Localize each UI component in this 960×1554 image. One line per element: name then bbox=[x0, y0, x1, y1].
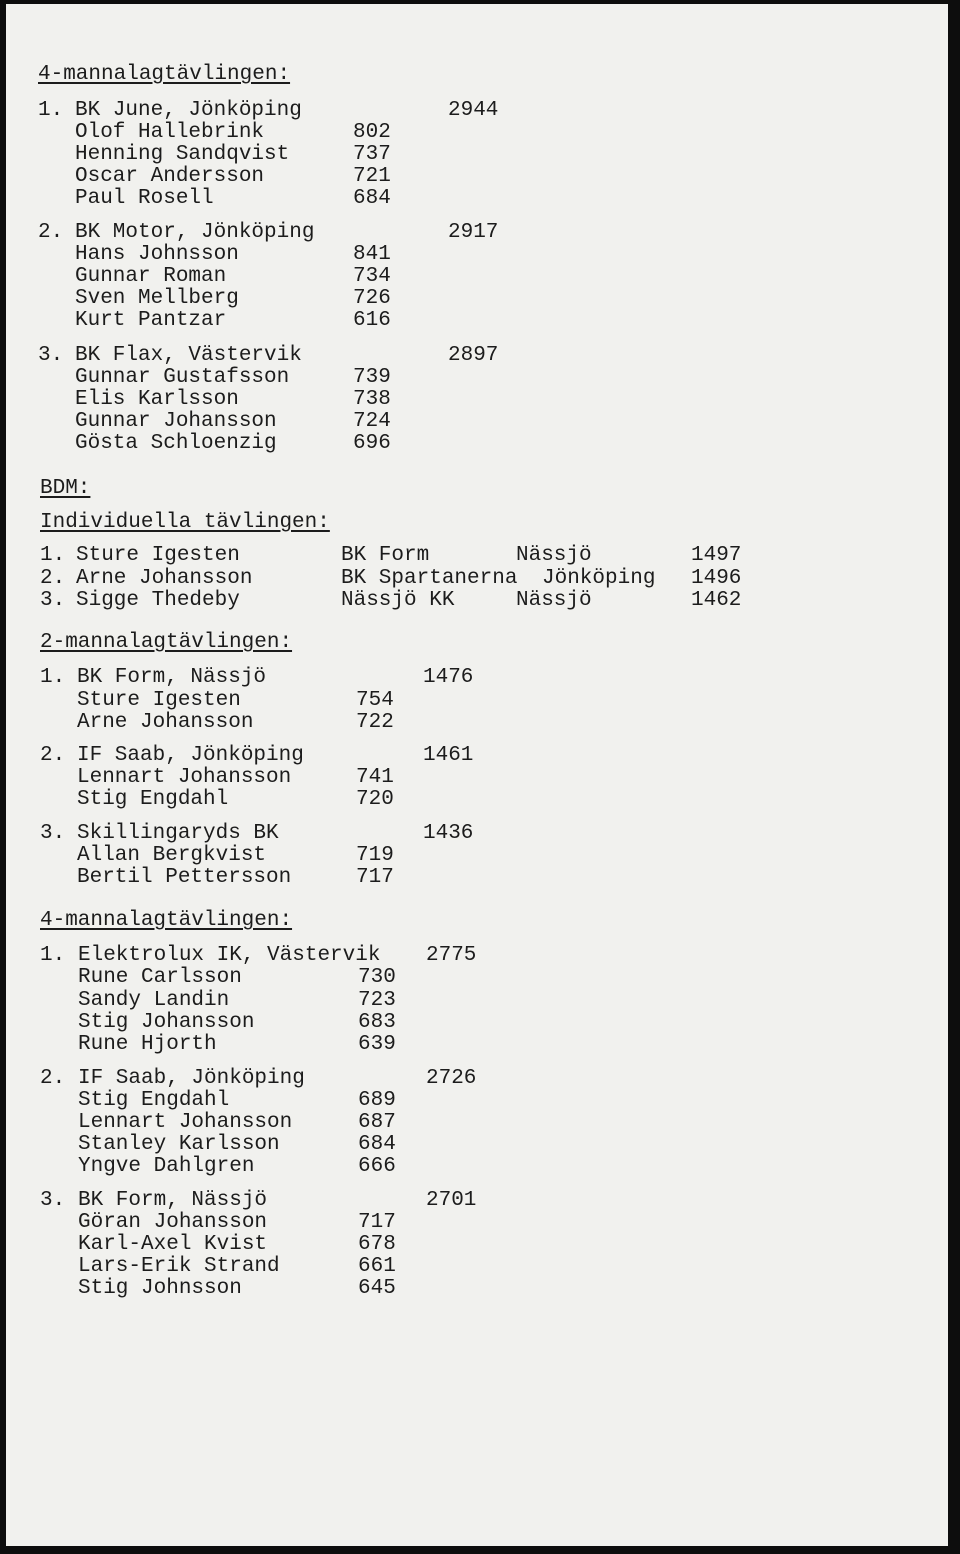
team-name: BK June, Jönköping bbox=[75, 99, 302, 122]
member-name: Henning Sandqvist bbox=[75, 143, 290, 166]
member-name: Stig Engdahl bbox=[78, 1089, 230, 1112]
member-score: 666 bbox=[358, 1155, 396, 1178]
team-rank: 2. bbox=[40, 1067, 66, 1090]
member-score: 645 bbox=[358, 1277, 396, 1300]
member-name: Oscar Andersson bbox=[75, 165, 265, 188]
player-town: Nässjö bbox=[516, 544, 592, 567]
member-name: Gösta Schloenzig bbox=[75, 432, 277, 455]
player-club: Nässjö KK bbox=[341, 589, 455, 612]
team-name: BK Form, Nässjö bbox=[77, 666, 267, 689]
team-total: 2944 bbox=[448, 99, 499, 122]
team-name: BK Form, Nässjö bbox=[78, 1189, 268, 1212]
section-heading-2-man: 2-mannalagtävlingen: bbox=[40, 631, 293, 654]
team-name: IF Saab, Jönköping bbox=[77, 744, 304, 767]
member-score: 689 bbox=[358, 1089, 396, 1112]
member-name: Lars-Erik Strand bbox=[78, 1255, 280, 1278]
team-rank: 3. bbox=[40, 822, 66, 845]
member-score: 738 bbox=[353, 388, 391, 411]
player-club: BK Form bbox=[341, 544, 430, 567]
member-name: Allan Bergkvist bbox=[77, 844, 267, 867]
member-score: 723 bbox=[358, 989, 396, 1012]
member-score: 717 bbox=[356, 866, 394, 889]
member-score: 722 bbox=[356, 711, 394, 734]
member-name: Stanley Karlsson bbox=[78, 1133, 280, 1156]
team-total: 2726 bbox=[426, 1067, 477, 1090]
player-club: BK Spartanerna bbox=[341, 567, 518, 590]
member-name: Rune Carlsson bbox=[78, 966, 242, 989]
team-total: 2897 bbox=[448, 344, 499, 367]
member-name: Kurt Pantzar bbox=[75, 309, 227, 332]
team-total: 2701 bbox=[426, 1189, 477, 1212]
team-total: 1436 bbox=[423, 822, 474, 845]
member-score: 684 bbox=[353, 187, 391, 210]
member-score: 737 bbox=[353, 143, 391, 166]
team-rank: 3. bbox=[38, 344, 64, 367]
member-name: Sven Mellberg bbox=[75, 287, 239, 310]
member-name: Stig Johansson bbox=[78, 1011, 255, 1034]
member-name: Lennart Johansson bbox=[77, 766, 292, 789]
member-name: Gunnar Johansson bbox=[75, 410, 277, 433]
member-score: 683 bbox=[358, 1011, 396, 1034]
member-score: 739 bbox=[353, 366, 391, 389]
member-score: 741 bbox=[356, 766, 394, 789]
bdm-heading: BDM: bbox=[40, 477, 91, 500]
team-total: 2917 bbox=[448, 221, 499, 244]
player-score: 1497 bbox=[691, 544, 742, 567]
section-heading-4-man-bdm: 4-mannalagtävlingen: bbox=[40, 909, 293, 932]
member-name: Olof Hallebrink bbox=[75, 121, 265, 144]
member-name: Bertil Pettersson bbox=[77, 866, 292, 889]
team-total: 1461 bbox=[423, 744, 474, 767]
member-score: 717 bbox=[358, 1211, 396, 1234]
member-name: Sandy Landin bbox=[78, 989, 230, 1012]
team-rank: 1. bbox=[40, 666, 66, 689]
member-score: 734 bbox=[353, 265, 391, 288]
member-score: 661 bbox=[358, 1255, 396, 1278]
member-score: 730 bbox=[358, 966, 396, 989]
player-score: 1496 bbox=[691, 567, 742, 590]
member-score: 724 bbox=[353, 410, 391, 433]
member-name: Paul Rosell bbox=[75, 187, 214, 210]
member-name: Stig Engdahl bbox=[77, 788, 229, 811]
player-name: Sture Igesten bbox=[76, 544, 240, 567]
member-score: 687 bbox=[358, 1111, 396, 1134]
team-name: IF Saab, Jönköping bbox=[78, 1067, 305, 1090]
member-score: 841 bbox=[353, 243, 391, 266]
member-score: 678 bbox=[358, 1233, 396, 1256]
member-score: 616 bbox=[353, 309, 391, 332]
player-score: 1462 bbox=[691, 589, 742, 612]
team-rank: 2. bbox=[40, 744, 66, 767]
section-heading-4-man-top: 4-mannalagtävlingen: bbox=[38, 63, 291, 86]
player-name: Arne Johansson bbox=[76, 567, 253, 590]
member-name: Rune Hjorth bbox=[78, 1033, 217, 1056]
team-rank: 1. bbox=[40, 944, 66, 967]
row-rank: 2. bbox=[40, 567, 66, 590]
team-name: Skillingaryds BK bbox=[77, 822, 279, 845]
member-name: Elis Karlsson bbox=[75, 388, 239, 411]
member-score: 726 bbox=[353, 287, 391, 310]
team-name: BK Motor, Jönköping bbox=[75, 221, 315, 244]
member-score: 721 bbox=[353, 165, 391, 188]
member-name: Gunnar Gustafsson bbox=[75, 366, 290, 389]
team-name: BK Flax, Västervik bbox=[75, 344, 302, 367]
document-page bbox=[6, 4, 948, 1546]
member-score: 754 bbox=[356, 689, 394, 712]
team-rank: 3. bbox=[40, 1189, 66, 1212]
player-name: Sigge Thedeby bbox=[76, 589, 240, 612]
member-score: 696 bbox=[353, 432, 391, 455]
individual-heading: Individuella tävlingen: bbox=[40, 511, 330, 534]
member-name: Gunnar Roman bbox=[75, 265, 227, 288]
member-score: 684 bbox=[358, 1133, 396, 1156]
player-town: Jönköping bbox=[542, 567, 656, 590]
team-rank: 2. bbox=[38, 221, 64, 244]
team-total: 2775 bbox=[426, 944, 477, 967]
team-name: Elektrolux IK, Västervik bbox=[78, 944, 381, 967]
player-town: Nässjö bbox=[516, 589, 592, 612]
member-name: Karl-Axel Kvist bbox=[78, 1233, 268, 1256]
member-score: 720 bbox=[356, 788, 394, 811]
member-name: Sture Igesten bbox=[77, 689, 241, 712]
member-score: 802 bbox=[353, 121, 391, 144]
team-total: 1476 bbox=[423, 666, 474, 689]
member-score: 719 bbox=[356, 844, 394, 867]
member-name: Lennart Johansson bbox=[78, 1111, 293, 1134]
member-name: Stig Johnsson bbox=[78, 1277, 242, 1300]
row-rank: 1. bbox=[40, 544, 66, 567]
member-name: Hans Johnsson bbox=[75, 243, 239, 266]
member-name: Yngve Dahlgren bbox=[78, 1155, 255, 1178]
row-rank: 3. bbox=[40, 589, 66, 612]
member-score: 639 bbox=[358, 1033, 396, 1056]
team-rank: 1. bbox=[38, 99, 64, 122]
member-name: Göran Johansson bbox=[78, 1211, 268, 1234]
member-name: Arne Johansson bbox=[77, 711, 254, 734]
